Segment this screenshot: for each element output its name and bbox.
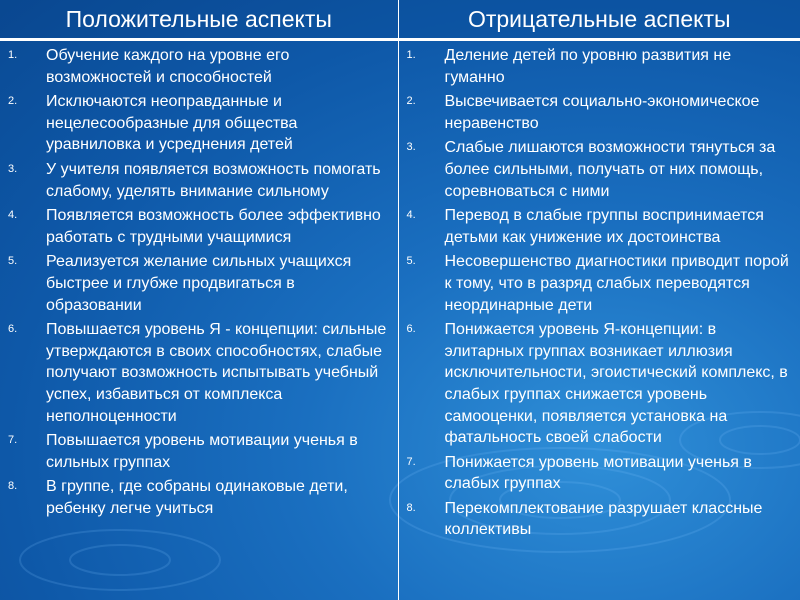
negative-item	[399, 251, 795, 316]
negative-item	[399, 205, 795, 248]
positive-item	[0, 430, 392, 473]
item-number: 1.	[8, 49, 18, 61]
positive-header: Положительные аспекты	[0, 0, 398, 40]
item-text: Несовершенство диагностики приводит порой к тому, что в разряд слабых переводятся неординарные дети	[444, 253, 789, 314]
item-text: У учителя появляется возможность помогать слабому, уделять внимание сильному	[46, 160, 381, 200]
item-number: 3.	[406, 141, 416, 154]
item-number: 8.	[406, 501, 416, 514]
item-number: 8.	[8, 480, 18, 493]
item-number: 4.	[406, 209, 416, 222]
item-text: Понижается уровень мотивации ученья в слабых группах	[444, 453, 752, 493]
item-text: Исключаются неоправданные и нецелесообразные для общества уравниловка и усреднения детей	[46, 93, 298, 154]
item-number: 7.	[406, 455, 416, 468]
negative-item	[399, 452, 795, 495]
item-number: 5.	[8, 255, 18, 268]
item-number: 5.	[406, 255, 416, 268]
item-number: 3.	[8, 162, 18, 175]
positive-item	[0, 251, 392, 316]
positive-list	[0, 41, 398, 519]
negative-column	[398, 40, 800, 600]
item-text: Высвечивается социально-экономическое неравенство	[444, 93, 760, 132]
negative-item	[399, 498, 795, 541]
item-text: Повышается уровень Я - концепции: сильные утверждаются в своих способностях, слабые получают возможность испытывать учебный успех, избавиться от комплекса неполноценности	[46, 321, 387, 425]
item-text: Появляется возможность более эффективно работать с трудными учащимися	[46, 207, 381, 246]
item-text: Повышается уровень мотивации ученья в сильных группах	[46, 432, 358, 471]
content-row	[0, 40, 800, 600]
item-text: Деление детей по уровню развития не гуманно	[444, 47, 732, 86]
positive-item	[0, 205, 392, 248]
negative-item	[399, 45, 795, 88]
item-number: 4.	[8, 209, 18, 222]
item-text: В группе, где собраны одинаковые дети, ребенку легче учиться	[46, 478, 348, 517]
item-text: Реализуется желание сильных учащихся быстрее и глубже продвигаться в образовании	[46, 253, 352, 314]
item-text: Обучение каждого на уровне его возможностей и способностей	[46, 47, 290, 86]
item-number: 7.	[8, 434, 18, 447]
item-number: 6.	[8, 323, 18, 336]
positive-item	[0, 476, 392, 519]
item-text: Понижается уровень Я-концепции: в элитарных группах возникает иллюзия исключительности, эгоистический комплекс, в слабых группах снижается уровень самооценки, появляется установка на фатальность своей слабости	[444, 321, 788, 447]
item-text: Перекомплектование разрушает классные коллективы	[444, 499, 763, 539]
item-text: Слабые лишаются возможности тянуться за более сильными, получать от них помощь, соревноваться с ними	[444, 139, 776, 200]
negative-list	[399, 41, 800, 541]
negative-item	[399, 319, 795, 449]
header-row	[0, 0, 800, 40]
item-number: 6.	[406, 323, 416, 336]
negative-header: Отрицательные аспекты	[398, 0, 800, 40]
item-number: 2.	[406, 95, 416, 108]
positive-item	[0, 159, 392, 202]
item-number: 2.	[8, 95, 18, 108]
negative-item	[399, 91, 795, 134]
item-text: Перевод в слабые группы воспринимается детьми как унижение их достоинства	[444, 207, 764, 246]
negative-item	[399, 137, 795, 202]
item-number: 1.	[406, 49, 416, 61]
positive-item	[0, 45, 392, 88]
positive-column	[0, 40, 398, 600]
positive-item	[0, 319, 392, 427]
positive-item	[0, 91, 392, 156]
